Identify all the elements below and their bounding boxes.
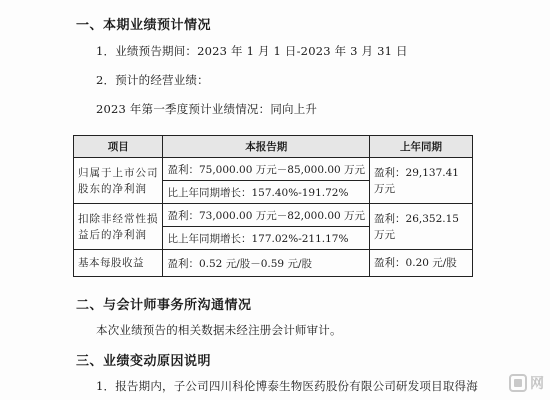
section-2-heading: 二、与会计师事务所沟通情况: [76, 298, 252, 313]
table-row: [74, 158, 473, 181]
section-1-heading: 一、本期业绩预计情况: [76, 18, 212, 33]
row-current-growth: 比上年同期增长：177.02%-211.17%: [163, 227, 370, 250]
forecast-period-line: 1．业绩预告期间：2023 年 1 月 1 日-2023 年 3 月 31 日: [96, 44, 408, 58]
header-current-period: 本报告期: [163, 136, 370, 158]
row-previous-value: 盈利：29,137.41 万元: [370, 158, 473, 204]
header-item: 项目: [74, 136, 163, 158]
watermark-logo: [484, 370, 544, 396]
reason-line: 1．报告期内，子公司四川科伦博泰生物医药股份有限公司研发项目取得海: [96, 379, 478, 393]
row-current-profit: 盈利：0.52 元/股－0.59 元/股: [163, 250, 370, 277]
row-item-label: 扣除非经常性损益后的净利润: [74, 204, 163, 250]
row-item-label: 归属于上市公司股东的净利润: [74, 158, 163, 204]
row-current-profit: 盈利：73,000.00 万元－82,000.00 万元: [163, 204, 370, 227]
audit-note: 本次业绩预告的相关数据未经注册会计师审计。: [96, 323, 342, 337]
row-item-label: 基本每股收益: [74, 250, 163, 277]
section-3-heading: 三、业绩变动原因说明: [76, 354, 212, 369]
row-current-profit: 盈利：75,000.00 万元－85,000.00 万元: [163, 158, 370, 181]
q1-summary-line: 2023 年第一季度预计业绩情况：同向上升: [96, 102, 318, 116]
watermark-icon: [509, 374, 527, 392]
expected-results-line: 2．预计的经营业绩：: [96, 73, 209, 87]
row-previous-value: 盈利：0.20 元/股: [370, 250, 473, 277]
row-current-growth: 比上年同期增长：157.40%-191.72%: [163, 181, 370, 204]
header-previous-period: 上年同期: [370, 136, 473, 158]
row-previous-value: 盈利：26,352.15 万元: [370, 204, 473, 250]
table-header-row: [74, 136, 473, 158]
watermark-text: 网: [530, 376, 544, 392]
forecast-table: [73, 135, 473, 277]
table-row: [74, 204, 473, 227]
table-row: [74, 250, 473, 277]
